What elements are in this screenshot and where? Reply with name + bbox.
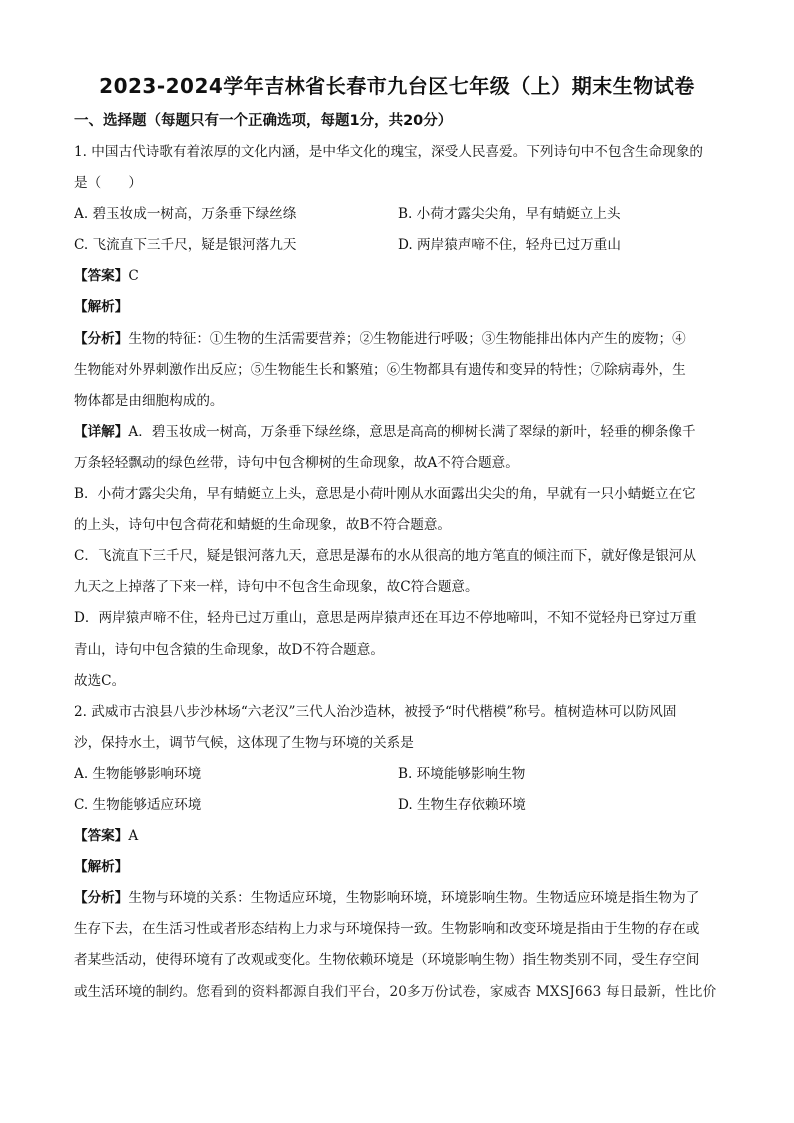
q2-fenxi-text-4: 或生活环境的制约。 bbox=[74, 983, 197, 1000]
q1-xiangjie-line-1 bbox=[74, 417, 722, 448]
q1-fenxi-line-1 bbox=[74, 324, 722, 355]
q1-fenxi-line-3: 物体都是由细胞构成的。 bbox=[74, 392, 224, 409]
q1-xiangjie-line-7: D．两岸猿声啼不住，轻舟已过万重山，意思是两岸猿声还在耳边不停地啼叫，不知不觉轻舟已穿过万重 bbox=[74, 610, 697, 627]
q2-analysis bbox=[74, 852, 722, 883]
q1-option-b: B. 小荷才露尖尖角，早有蜻蜓立上头 bbox=[398, 206, 621, 223]
q1-stem-line-1: 1. 中国古代诗歌有着浓厚的文化内涵，是中华文化的瑰宝，深受人民喜爱。下列诗句中不包含生命现象的 bbox=[74, 144, 704, 160]
q1-xiangjie-line-8: 青山，诗句中包含猿的生命现象，故D不符合题意。 bbox=[74, 641, 384, 658]
document-body bbox=[74, 137, 722, 1008]
q1-options-row-1 bbox=[74, 199, 722, 230]
q1-stem-line-2: 是（ ） bbox=[74, 175, 142, 192]
q2-answer-label: 【答案】 bbox=[74, 828, 129, 845]
q2-answer bbox=[74, 821, 722, 852]
q2-answer-value: A bbox=[128, 828, 139, 845]
q2-options-row-1 bbox=[74, 759, 722, 790]
q2-fenxi-line-1 bbox=[74, 883, 722, 914]
q1-answer bbox=[74, 261, 722, 292]
q1-xiangjie-label: 【详解】 bbox=[74, 423, 129, 440]
q1-option-d: D. 两岸猿声啼不住，轻舟已过万重山 bbox=[398, 237, 621, 254]
q2-stem-line-2: 沙，保持水土，调节气候，这体现了生物与环境的关系是 bbox=[74, 734, 414, 751]
q2-option-a: A. 生物能够影响环境 bbox=[74, 765, 202, 782]
page-title: 2023-2024学年吉林省长春市九台区七年级（上）期末生物试卷 bbox=[99, 74, 695, 98]
q2-fenxi-line-2: 生存下去，在生活习性或者形态结构上力求与环境保持一致。生物影响和改变环境是指由于生物的存在或 bbox=[74, 921, 700, 938]
q1-answer-value: C bbox=[128, 268, 139, 285]
q2-fenxi-line-4 bbox=[74, 977, 722, 1008]
q2-option-d: D. 生物生存依赖环境 bbox=[398, 796, 526, 813]
q1-fenxi-line-2: 生物能对外界刺激作出反应；⑤生物能生长和繁殖；⑥生物都具有遗传和变异的特性；⑦除病毒外，生 bbox=[74, 361, 686, 378]
q2-analysis-label: 【解析】 bbox=[74, 859, 129, 876]
section-heading: 一、选择题（每题只有一个正确选项，每题1分，共20分） bbox=[74, 113, 453, 129]
q2-fenxi-text-1: 生物与环境的关系：生物适应环境，生物影响环境，环境影响生物。生物适应环境是指生物为了 bbox=[128, 890, 700, 907]
q2-option-b: B. 环境能够影响生物 bbox=[398, 765, 526, 782]
q2-options-row-2 bbox=[74, 790, 722, 821]
q1-answer-label: 【答案】 bbox=[74, 268, 129, 285]
q1-fenxi-label: 【分析】 bbox=[74, 330, 129, 347]
q1-xiangjie-line-2: 万条轻轻飘动的绿色丝带，诗句中包含柳树的生命现象，故A不符合题意。 bbox=[74, 454, 519, 471]
watermark-text: 您看到的资料都源自我们平台，20多万份试卷，家威杏 MXSJ663 每日最新，性比价 bbox=[196, 983, 717, 1000]
q1-xiangjie-line-3: B．小荷才露尖尖角，早有蜻蜓立上头，意思是小荷叶刚从水面露出尖尖的角，早就有一只小蜻蜓立在它 bbox=[74, 486, 696, 503]
q2-option-c: C. 生物能够适应环境 bbox=[74, 796, 202, 813]
q1-option-a: A. 碧玉妆成一树高，万条垂下绿丝绦 bbox=[74, 206, 297, 223]
q2-fenxi-label: 【分析】 bbox=[74, 890, 129, 907]
q1-xiangjie-line-5: C．飞流直下三千尺，疑是银河落九天，意思是瀑布的水从很高的地方笔直的倾注而下，就好像是银河从 bbox=[74, 548, 697, 565]
q2-stem-line-1: 2. 武威市古浪县八步沙林场“六老汉”三代人治沙造林，被授予“时代楷模”称号。植树造林可以防风固 bbox=[74, 703, 677, 720]
q1-xiangjie-line-4: 的上头，诗句中包含荷花和蜻蜓的生命现象，故B不符合题意。 bbox=[74, 517, 452, 534]
q1-xiangjie-line-6: 九天之上掉落了下来一样，诗句中不包含生命现象，故C符合题意。 bbox=[74, 579, 479, 596]
q1-analysis-label: 【解析】 bbox=[74, 299, 129, 316]
q1-fenxi-text-1: 生物的特征：①生物的生活需要营养；②生物能进行呼吸；③生物能排出体内产生的废物；④ bbox=[128, 330, 686, 347]
q1-xiangjie-text-1: A．碧玉妆成一树高，万条垂下绿丝绦，意思是高高的柳树长满了翠绿的新叶，轻垂的柳条像千 bbox=[128, 423, 696, 440]
q2-fenxi-line-3: 者某些活动，使得环境有了改观或变化。生物依赖环境是（环境影响生物）指生物类别不同，受生存空间 bbox=[74, 952, 700, 969]
q1-analysis bbox=[74, 292, 722, 323]
q1-option-c: C. 飞流直下三千尺，疑是银河落九天 bbox=[74, 237, 297, 254]
q1-options-row-2 bbox=[74, 230, 722, 261]
q1-xiangjie-line-9: 故选C。 bbox=[74, 672, 126, 689]
